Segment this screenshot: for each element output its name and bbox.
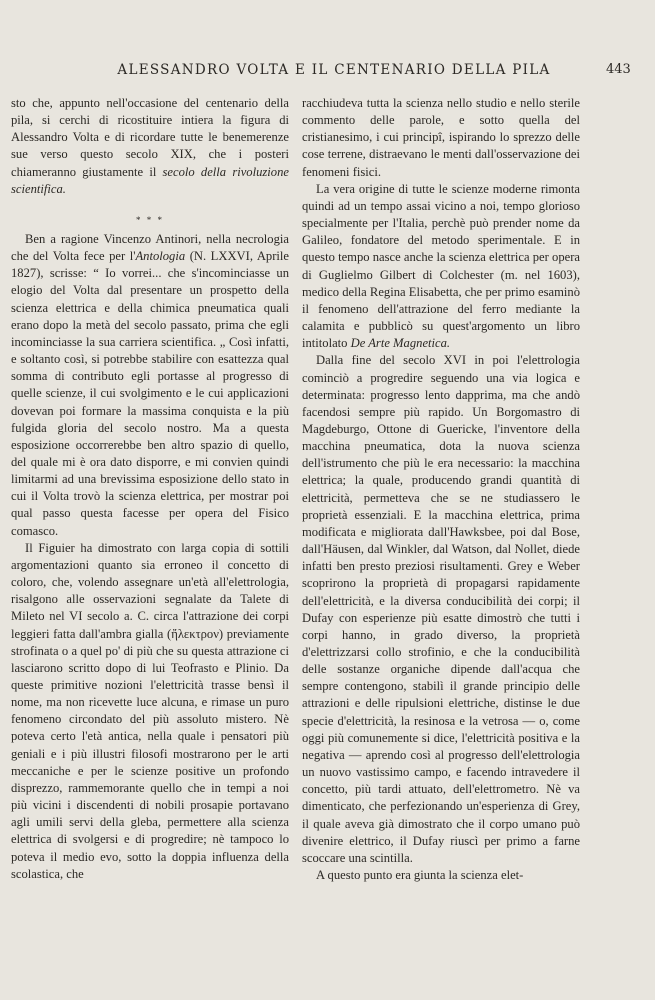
running-title: ALESSANDRO VOLTA E IL CENTENARIO DELLA PILA	[117, 62, 551, 78]
paragraph: sto che, appunto nell'occasione del centenario della pila, si cerchi di ricostituire intiera la figura di Alessandro Volta e di ricordare tutte le benemerenze sue verso questo secolo XIX, che i posteri chiameranno giustamente il secolo della rivoluzione scientifica.	[11, 96, 289, 196]
right-column	[302, 95, 580, 884]
paragraph: Ben a ragione Vincenzo Antinori, nella necrologia che del Volta fece per l'Antologia (N. LXXVI, Aprile 1827), scrisse: “ Io vorrei... che s'incominciasse un elogio del Volta dal presentare un prospetto della scienza elettrica e della chimica pneumatica quali erano dopo la metà del secolo passato, prima che egli incominciasse la sua carriera scientifica. „ Così infatti, e soltanto così, si potrebbe stabilire con esattezza qual somma di contributo egli portasse al progresso di quelle scienze, il cui svolgimento e le cui applicazioni dovevan poi formare la massima conquista e la più fulgida gloria del secolo nostro. Ma a questa esposizione occorrerebbe ben altro spazio di quello, del quale mi è ora dato disporre, e mi convien quindi limitarmi ad una brevissima esposizione dello stato in cui il Volta trovò la scienza elettrica, per mostrar poi qual passo questa facesse per opera del Fisico comasco.	[11, 231, 289, 538]
italic-title: Antologia	[135, 249, 186, 264]
paragraph: racchiudeva tutta la scienza nello studio e nello sterile commento delle parole, e sotto quella del cristianesimo, i cui principî, ispirando lo sprezzo delle cose terrene, distraevano le menti dall'osservazione dei fenomeni fisici.	[302, 96, 580, 179]
paragraph: A questo punto era giunta la scienza elet-	[316, 868, 524, 883]
section-separator: * * *	[136, 214, 164, 225]
paragraph: Il Figuier ha dimostrato con larga copia di sottili argomentazioni quanto sia erroneo il concetto di coloro, che, volendo assegnare un'età all'elettrologia, risalgono alle osservazioni segnalate da Talete di Mileto nel VI secolo a. C. circa l'attrazione dei corpi leggieri fatta dall'ambra gialla (ἤλεκτρον) previamente strofinata o a quel po' di più che su questa attrazione ci lasciarono scritto dopo di lui Teofrasto e Plinio. Da queste primitive nozioni l'elettricità trasse bensì il nome, ma non ricevette luce alcuna, e rimase un puro fenomeno circondato del più assoluto mistero. Nè poteva certo l'età antica, nella quale i pensatori più geniali e i più illustri filosofi mostrarono per le arti meccaniche e per le scienze positive un profondo disprezzo, rammemorante quello che in tempi a noi più vicini i discendenti di nobili prosapie portavano agli umili servi della gleba, permettere alla scienza elettrica di svolgersi e di progredire; nè tampoco lo poteva il medio evo, sotto la doppia influenza della scolastica, che	[11, 540, 289, 881]
page-number: 443	[606, 62, 631, 77]
paragraph: Dalla fine del secolo XVI in poi l'elettrologia cominciò a progredire seguendo una via logica e determinata: progresso lento dapprima, ma che andò facendosi sempre più rapido. Un Borgomastro di Magdeburgo, Ottone di Guericke, l'inventore della macchina pneumatica, dota la nuova scienza dell'istrumento che più le era necessario: la macchina elettrica; la quale, producendo grandi quantità di elettricità, permetteva che se ne studiassero le proprietà essenziali. E la macchina elettrica, prima modificata e migliorata dall'Hawksbee, poi dal Bose, dall'Häusen, dal Winkler, dal Watson, dal Nollet, diede infatti ben presto preziosi risultamenti. Grey e Weber scoprirono la proprietà di propagarsi rapidamente dell'elettricità, e la diversa conducibilità dei corpi; il Dufay con esperienze più esatte dimostrò che tutti i corpi hanno, in grado diverso, la proprietà d'elettrizzarsi collo strofinio, e che la conducibilità delle sostanze organiche dipende dall'acqua che sempre contengono, stabilì il grande principio delle attrazioni e delle ripulsioni elettriche, distinse le due specie d'elettricità, la resinosa e la vetrosa — o, come oggi più comunemente si dice, l'elettricità positiva e la negativa — aprendo così al progresso dell'elettrologia un nuovo vastissimo campo, e facendo intravedere il concetto, più tardi attuato, dell'elettrometro. Nè va dimenticato, che perfezionando un'esperienza di Grey, il quale aveva già dimostrato che il corpo umano può divenire elettrico, il Dufay riuscì per primo a farne scoccare una scintilla.	[302, 353, 580, 865]
left-column	[11, 95, 289, 883]
italic-phrase: secolo della rivoluzione scientifica.	[11, 164, 289, 196]
italic-title: De Arte Magnetica.	[350, 336, 451, 351]
paragraph: La vera origine di tutte le scienze moderne rimonta quindi ad un tempo assai vicino a noi, tempo glorioso specialmente per l'Italia, perchè può prender nome da Galileo, fondatore del metodo sperimentale. E in questo tempo nasce anche la scienza elettrica per opera di Guglielmo Gilbert di Colchester (m. nel 1603), medico della Regina Elisabetta, che per primo esaminò il fenomeno dell'attrazione del ferro mediante la calamita e pubblicò su quest'argomento un libro intitolato De Arte Magnetica.	[302, 181, 580, 351]
